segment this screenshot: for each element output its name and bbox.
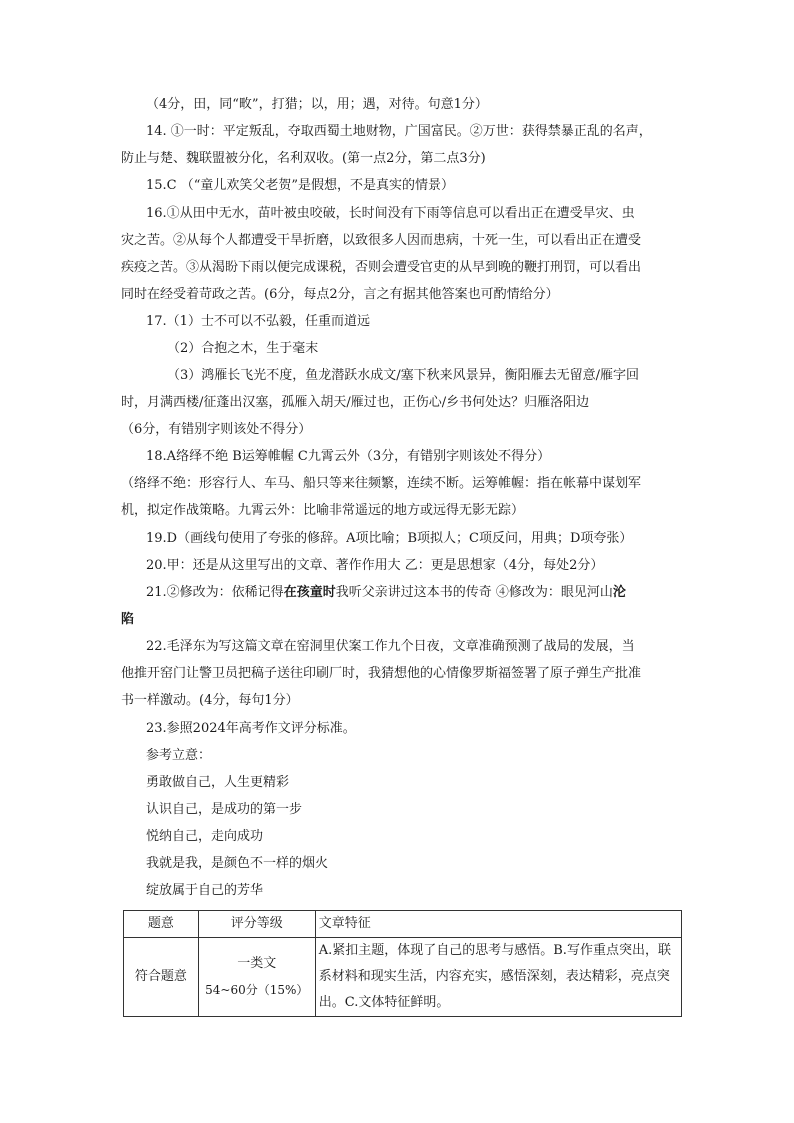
answer-18-line3: 机，拟定作战策略。九霄云外：比喻非常遥远的地方或远得无影无踪）: [121, 503, 525, 518]
answer-14-line2: 防止与楚、魏联盟被分化，名利双收。(第一点2分，第二点3分): [121, 151, 486, 166]
answer-16-line3: 疾疫之苦。③从渴盼下雨以便完成课税，否则会遭受官吏的从早到晚的鞭打刑罚，可以看出: [121, 260, 642, 275]
answer-14-line1: 14. ①一时：平定叛乱，夺取西蜀土地财物，广国富民。②万世：获得禁暴正乱的名声，: [146, 124, 652, 139]
answer-16-line4: 同时在经受着苛政之苦。(6分，每点2分，言之有据其他答案也可酌情给分）: [121, 287, 559, 302]
table-header-row: [124, 911, 682, 938]
reference-item-2: 认识自己，是成功的第一步: [146, 802, 303, 817]
answer-23: 23.参照2024年高考作文评分标准。: [146, 721, 356, 736]
row-grade-range: 54~60分（15%）: [205, 983, 309, 997]
answer-21-line2: [121, 610, 134, 630]
answer-22-line1: 22.毛泽东为写这篇文章在窑洞里伏案工作九个日夜，文章准确预测了战局的发展，当: [146, 639, 635, 654]
answer-22-line3: 书一样激动。(4分，每句1分）: [121, 693, 299, 708]
answer-21-bold-a: 在孩童时: [283, 585, 336, 600]
header-topic: 题意: [124, 911, 199, 938]
reference-item-5: 绽放属于自己的芳华: [146, 883, 264, 898]
scoring-table: [123, 910, 682, 1017]
answer-21-bold-c: 陷: [121, 612, 135, 627]
row-grade: [198, 938, 315, 1017]
reference-item-4: 我就是我，是颜色不一样的烟火: [146, 856, 329, 871]
answer-13-note: （4分，田，同“畋”，打猎；以，用；遇，对待。句意1分）: [146, 97, 488, 112]
answer-17-line3: （3）鸿雁长飞光不度，鱼龙潜跃水成文/塞下秋来风景异，衡阳雁去无留意/雁字回: [167, 368, 640, 383]
header-features: 文章特征: [315, 911, 681, 938]
reference-item-1: 勇敢做自己，人生更精彩: [146, 775, 290, 790]
answer-21-text-b: 我听父亲讲过这本书的传奇 ④修改为：眼见河山: [335, 585, 613, 600]
answer-18-line1: 18.A络绎不绝 B运筹帷幄 C九霄云外（3分，有错别字则该处不得分）: [146, 449, 551, 464]
header-grade: 评分等级: [198, 911, 315, 938]
table-row: [124, 938, 682, 1017]
answer-17-line1: 17.（1）士不可以不弘毅，任重而道远: [146, 314, 370, 329]
reference-title: 参考立意：: [146, 748, 212, 763]
answer-17-line4: 时，月满西楼/征蓬出汉塞，孤雁入胡天/雁过也，正伤心/乡书何处达？归雁洛阳边: [121, 395, 590, 410]
answer-17-line2: （2）合抱之木，生于毫末: [167, 341, 319, 356]
reference-item-3: 悦纳自己，走向成功: [146, 829, 264, 844]
answer-17-line5: （6分，有错别字则该处不得分）: [121, 422, 312, 437]
answer-22-line2: 他推开窑门让警卫员把稿子送往印刷厂时，我猜想他的心情像罗斯福签署了原子弹生产批准: [121, 666, 642, 681]
answer-16-line1: 16.①从田中无水，苗叶被虫咬破，长时间没有下雨等信息可以看出正在遭受旱灾、虫: [146, 206, 635, 221]
answer-15: 15.C （“童儿欢笑父老贺”是假想，不是真实的情景）: [146, 178, 455, 193]
answer-16-line2: 灾之苦。②从每个人都遭受干旱折磨，以致很多人因而患病，十死一生，可以看出正在遭受: [121, 233, 642, 248]
answer-21-text-a: 21.②修改为：依稀记得: [146, 585, 284, 600]
answer-21-bold-b: 沦: [612, 585, 626, 600]
row-grade-label: 一类文: [237, 956, 277, 971]
row-features: A.紧扣主题，体现了自己的思考与感悟。B.写作重点突出，联系材料和现实生活，内容充实，感悟深刻，表达精彩，亮点突出。C.文体特征鲜明。: [315, 938, 681, 1017]
answer-21-line1: [146, 583, 626, 603]
answer-19: 19.D（画线句使用了夸张的修辞。A项比喻；B项拟人；C项反问，用典；D项夸张）: [146, 531, 633, 546]
row-topic: 符合题意: [124, 938, 199, 1017]
answer-20: 20.甲：还是从这里写出的文章、著作作用大 乙：更是思想家（4分，每处2分）: [146, 558, 604, 573]
answer-18-line2: （络绎不绝：形容行人、车马、船只等来往频繁，连续不断。运筹帷幄：指在帐幕中谋划军: [121, 476, 642, 491]
